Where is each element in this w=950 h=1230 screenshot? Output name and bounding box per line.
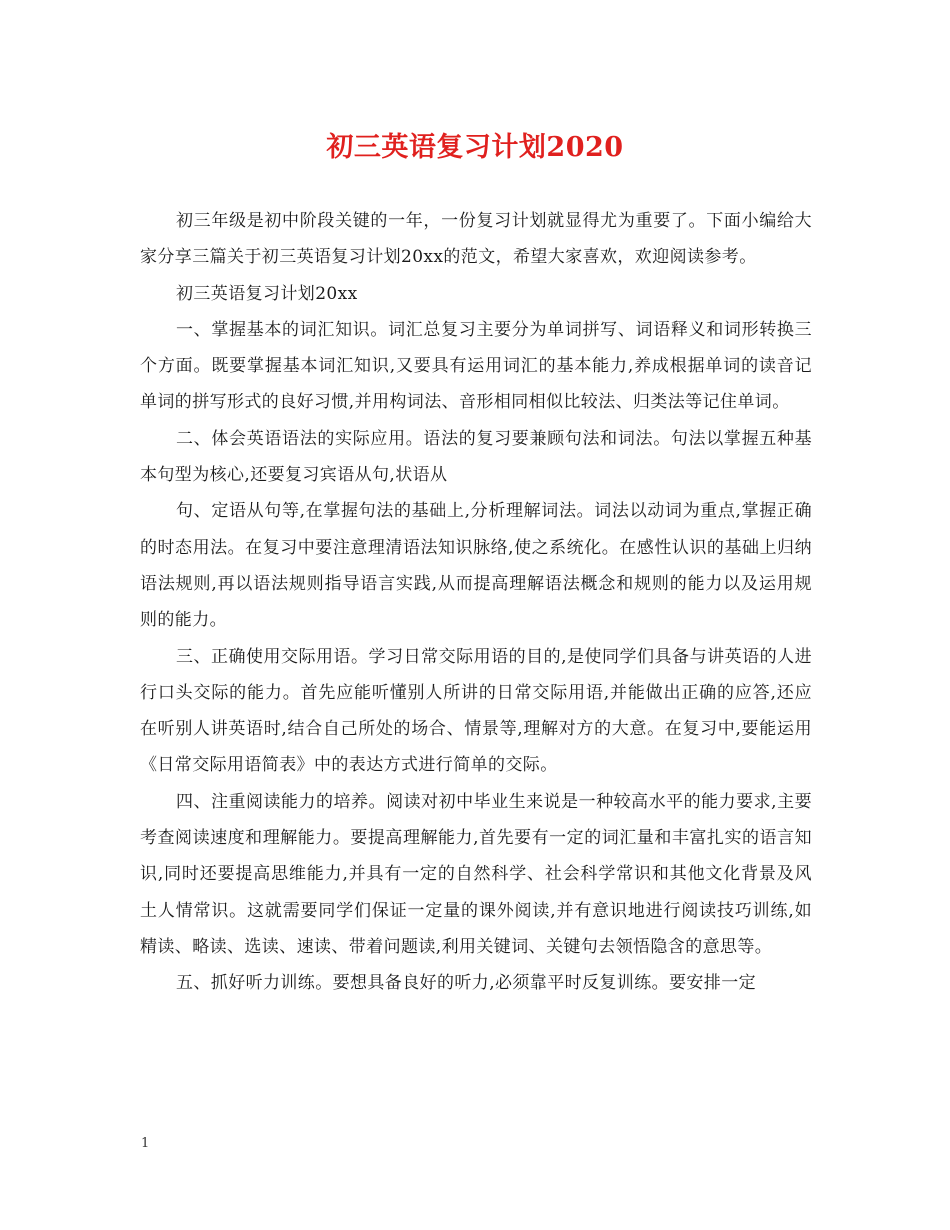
document-body bbox=[140, 203, 812, 1002]
paragraph-vocabulary: 一、掌握基本的词汇知识。词汇总复习主要分为单词拼写、词语释义和词形转换三个方面。既要掌握基本词汇知识,又要具有运用词汇的基本能力,养成根据单词的读音记单词的拼写形式的良好习惯,并用构词法、音形相同相似比较法、归类法等记住单词。 bbox=[140, 319, 812, 413]
paragraph-intro: 初三年级是初中阶段关键的一年，一份复习计划就显得尤为重要了。下面小编给大家分享三篇关于初三英语复习计划20xx的范文，希望大家喜欢，欢迎阅读参考。 bbox=[140, 211, 812, 268]
paragraph-subheading: 初三英语复习计划20xx bbox=[176, 283, 358, 304]
paragraph-listening: 五、抓好听力训练。要想具备良好的听力,必须靠平时反复训练。要安排一定 bbox=[176, 973, 757, 994]
paragraph-reading: 四、注重阅读能力的培养。阅读对初中毕业生来说是一种较高水平的能力要求,主要考查阅读速度和理解能力。要提高理解能力,首先要有一定的词汇量和丰富扎实的语言知识,同时还要提高思维能力,并具有一定的自然科学、社会科学常识和其他文化背景及风土人情常识。这就需要同学们保证一定量的课外阅读,并有意识地进行阅读技巧训练,如精读、略读、选读、速读、带着问题读,利用关键词、关键句去领悟隐含的意思等。 bbox=[140, 791, 812, 957]
page-number: 1 bbox=[141, 1136, 150, 1151]
paragraph-communication: 三、正确使用交际用语。学习日常交际用语的目的,是使同学们具备与讲英语的人进行口头交际的能力。首先应能听懂别人所讲的日常交际用语,并能做出正确的应答,还应在听别人讲英语时,结合自己所处的场合、情景等,理解对方的大意。在复习中,要能运用《日常交际用语简表》中的表达方式进行简单的交际。 bbox=[140, 646, 812, 776]
paragraph-grammar: 二、体会英语语法的实际应用。语法的复习要兼顾句法和词法。句法以掌握五种基本句型为核心,还要复习宾语从句,状语从 bbox=[140, 428, 812, 486]
paragraph-grammar-continued: 句、定语从句等,在掌握句法的基础上,分析理解词法。词法以动词为重点,掌握正确的时态用法。在复习中要注意理清语法知识脉络,使之系统化。在感性认识的基础上归纳语法规则,再以语法规则指导语言实践,从而提高理解语法概念和规则的能力以及运用规则的能力。 bbox=[140, 501, 812, 631]
document-title: 初三英语复习计划2020 bbox=[326, 132, 624, 163]
